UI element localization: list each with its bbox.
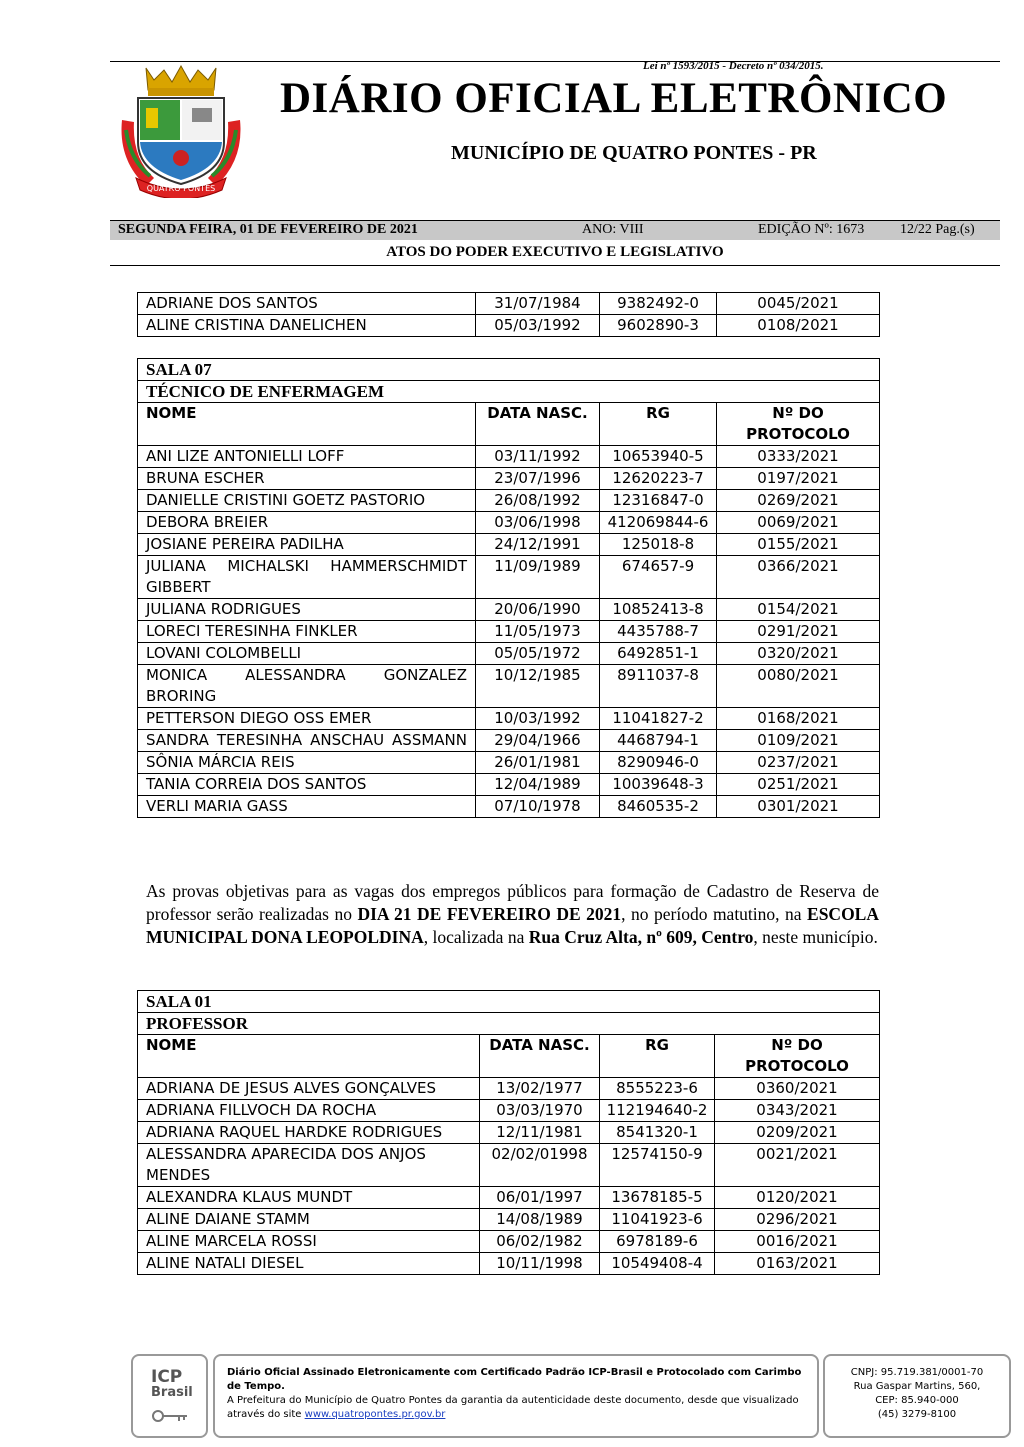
- cell-protocol: 0360/2021: [715, 1078, 880, 1100]
- cell-birth-date: 29/04/1966: [476, 730, 600, 752]
- cell-rg: 11041827-2: [600, 708, 717, 730]
- table-row: [138, 621, 880, 643]
- cell-protocol: 0269/2021: [717, 490, 880, 512]
- cell-birth-date: 20/06/1990: [476, 599, 600, 621]
- cell-name: ALESSANDRA APARECIDA DOS ANJOS MENDES: [138, 1144, 480, 1187]
- cell-birth-date: 13/02/1977: [480, 1078, 600, 1100]
- cell-protocol: 0021/2021: [715, 1144, 880, 1187]
- cell-rg: 11041923-6: [600, 1209, 715, 1231]
- table-row: [138, 1100, 880, 1122]
- cell-birth-date: 10/03/1992: [476, 708, 600, 730]
- room-label: SALA 01: [138, 991, 880, 1013]
- cell-protocol: 0251/2021: [717, 774, 880, 796]
- cell-protocol: 0333/2021: [717, 446, 880, 468]
- cell-protocol: 0320/2021: [717, 643, 880, 665]
- sala-01-table: [137, 990, 880, 1275]
- cell-birth-date: 06/02/1982: [480, 1231, 600, 1253]
- table-row: [138, 665, 880, 708]
- cell-protocol: 0291/2021: [717, 621, 880, 643]
- continuation-table: [137, 292, 880, 337]
- cell-name: BRUNA ESCHER: [138, 468, 476, 490]
- column-header-name: NOME: [138, 403, 476, 446]
- cell-rg: 125018-8: [600, 534, 717, 556]
- cell-protocol: 0366/2021: [717, 556, 880, 599]
- cell-protocol: 0296/2021: [715, 1209, 880, 1231]
- cell-protocol: 0237/2021: [717, 752, 880, 774]
- edition-year: ANO: VIII: [582, 222, 644, 237]
- cell-protocol: 0343/2021: [715, 1100, 880, 1122]
- cell-birth-date: 03/11/1992: [476, 446, 600, 468]
- address: Rua Gaspar Martins, 560,: [853, 1381, 981, 1392]
- cell-protocol: 0045/2021: [717, 293, 880, 315]
- phone: (45) 3279-8100: [877, 1409, 957, 1420]
- cell-birth-date: 24/12/1991: [476, 534, 600, 556]
- cell-rg: 8460535-2: [600, 796, 717, 818]
- cell-protocol: 0209/2021: [715, 1122, 880, 1144]
- cell-name: JULIANA RODRIGUES: [138, 599, 476, 621]
- column-header-rg: RG: [600, 403, 717, 446]
- cell-birth-date: 12/11/1981: [480, 1122, 600, 1144]
- room-label: SALA 07: [138, 359, 880, 381]
- cell-birth-date: 10/12/1985: [476, 665, 600, 708]
- table-row: [138, 446, 880, 468]
- coat-of-arms-icon: [116, 60, 246, 198]
- edition-date: SEGUNDA FEIRA, 01 DE FEVEREIRO DE 2021: [118, 222, 418, 237]
- cell-name: MONICA ALESSANDRA GONZALEZ BRORING: [138, 665, 476, 708]
- cell-rg: 8555223-6: [600, 1078, 715, 1100]
- table-row: [138, 796, 880, 818]
- cell-protocol: 0120/2021: [715, 1187, 880, 1209]
- cell-name: SANDRA TERESINHA ANSCHAU ASSMANN: [138, 730, 476, 752]
- table-row: [138, 708, 880, 730]
- cell-rg: 412069844-6: [600, 512, 717, 534]
- cell-birth-date: 02/02/01998: [480, 1144, 600, 1187]
- cell-name: ALINE DAIANE STAMM: [138, 1209, 480, 1231]
- cell-name: DANIELLE CRISTINI GOETZ PASTORIO: [138, 490, 476, 512]
- cell-protocol: 0163/2021: [715, 1253, 880, 1275]
- cell-rg: 12574150-9: [600, 1144, 715, 1187]
- cell-rg: 6492851-1: [600, 643, 717, 665]
- cell-name: ALINE NATALI DIESEL: [138, 1253, 480, 1275]
- job-title: PROFESSOR: [138, 1013, 880, 1035]
- certification-site-line: através do site www.quatropontes.pr.gov.br: [227, 1409, 446, 1420]
- cell-rg: 9602890-3: [600, 315, 717, 337]
- table-row: [138, 490, 880, 512]
- column-header-birth: DATA NASC.: [476, 403, 600, 446]
- footer: [131, 1354, 1011, 1438]
- cell-birth-date: 23/07/1996: [476, 468, 600, 490]
- cell-rg: 4468794-1: [600, 730, 717, 752]
- cell-name: ALEXANDRA KLAUS MUNDT: [138, 1187, 480, 1209]
- cell-birth-date: 07/10/1978: [476, 796, 600, 818]
- cell-name: ADRIANE DOS SANTOS: [138, 293, 476, 315]
- column-header-protocol: Nº DO PROTOCOLO: [715, 1035, 880, 1078]
- table-row: [138, 1144, 880, 1187]
- section-rule: [110, 265, 1000, 266]
- contact-box: [823, 1354, 1011, 1438]
- cell-rg: 6978189-6: [600, 1231, 715, 1253]
- cell-name: DEBORA BREIER: [138, 512, 476, 534]
- cell-protocol: 0301/2021: [717, 796, 880, 818]
- cell-birth-date: 11/05/1973: [476, 621, 600, 643]
- icp-brasil-icon: ICP Brasil: [151, 1367, 193, 1400]
- table-row: [138, 1209, 880, 1231]
- cell-birth-date: 06/01/1997: [480, 1187, 600, 1209]
- site-link[interactable]: www.quatropontes.pr.gov.br: [304, 1409, 446, 1420]
- key-icon: [151, 1408, 191, 1424]
- cell-name: SÔNIA MÁRCIA REIS: [138, 752, 476, 774]
- cell-protocol: 0155/2021: [717, 534, 880, 556]
- table-row: [138, 1231, 880, 1253]
- cell-protocol: 0108/2021: [717, 315, 880, 337]
- column-header-birth: DATA NASC.: [480, 1035, 600, 1078]
- cell-name: JOSIANE PEREIRA PADILHA: [138, 534, 476, 556]
- cell-birth-date: 03/03/1970: [480, 1100, 600, 1122]
- table-row: [138, 315, 880, 337]
- table-row: [138, 293, 880, 315]
- cell-rg: 12316847-0: [600, 490, 717, 512]
- section-title: ATOS DO PODER EXECUTIVO E LEGISLATIVO: [386, 244, 724, 260]
- cell-rg: 8290946-0: [600, 752, 717, 774]
- cell-name: ADRIANA FILLVOCH DA ROCHA: [138, 1100, 480, 1122]
- cell-name: TANIA CORREIA DOS SANTOS: [138, 774, 476, 796]
- cell-name: JULIANA MICHALSKI HAMMERSCHMIDT GIBBERT: [138, 556, 476, 599]
- cep: CEP: 85.940-000: [875, 1395, 959, 1406]
- cell-name: ADRIANA RAQUEL HARDKE RODRIGUES: [138, 1122, 480, 1144]
- cell-protocol: 0109/2021: [717, 730, 880, 752]
- icp-brasil-logo: [131, 1354, 208, 1438]
- cell-rg: 112194640-2: [600, 1100, 715, 1122]
- column-header-rg: RG: [600, 1035, 715, 1078]
- cell-birth-date: 26/08/1992: [476, 490, 600, 512]
- table-row: [138, 599, 880, 621]
- table-row: [138, 534, 880, 556]
- cell-rg: 9382492-0: [600, 293, 717, 315]
- column-header-protocol: Nº DO PROTOCOLO: [717, 403, 880, 446]
- table-row: [138, 774, 880, 796]
- cell-birth-date: 14/08/1989: [480, 1209, 600, 1231]
- cell-birth-date: 26/01/1981: [476, 752, 600, 774]
- municipality-subtitle: MUNICÍPIO DE QUATRO PONTES - PR: [451, 142, 817, 164]
- cell-protocol: 0154/2021: [717, 599, 880, 621]
- cell-protocol: 0069/2021: [717, 512, 880, 534]
- cell-name: PETTERSON DIEGO OSS EMER: [138, 708, 476, 730]
- cell-rg: 10852413-8: [600, 599, 717, 621]
- certification-title: Diário Oficial Assinado Eletronicamente com Certificado Padrão ICP-Brasil e Protocolado com Carimbo de Tempo.: [227, 1367, 802, 1392]
- exam-notice-paragraph: As provas objetivas para as vagas dos empregos públicos para formação de Cadastro de Reserva de professor serão realizadas no DIA 21 DE FEVEREIRO DE 2021, no período matutino, na ESCOLA MUNICIPAL DONA LEOPOLDINA, localizada na Rua Cruz Alta, nº 609, Centro, neste município.: [146, 881, 879, 947]
- edition-number: EDIÇÃO Nº: 1673: [758, 222, 865, 237]
- cell-name: ANI LIZE ANTONIELLI LOFF: [138, 446, 476, 468]
- cell-birth-date: 05/05/1972: [476, 643, 600, 665]
- cell-rg: 8541320-1: [600, 1122, 715, 1144]
- cell-name: ADRIANA DE JESUS ALVES GONÇALVES: [138, 1078, 480, 1100]
- table-row: [138, 1078, 880, 1100]
- cell-rg: 10039648-3: [600, 774, 717, 796]
- cell-birth-date: 10/11/1998: [480, 1253, 600, 1275]
- table-row: [138, 556, 880, 599]
- job-title: TÉCNICO DE ENFERMAGEM: [138, 381, 880, 403]
- cell-name: VERLI MARIA GASS: [138, 796, 476, 818]
- cell-name: LORECI TERESINHA FINKLER: [138, 621, 476, 643]
- certification-text: A Prefeitura do Município de Quatro Pontes da garantia da autenticidade deste documento, desde que visualizado: [227, 1395, 799, 1406]
- table-row: [138, 752, 880, 774]
- cell-rg: 13678185-5: [600, 1187, 715, 1209]
- cnpj: CNPJ: 95.719.381/0001-70: [850, 1367, 984, 1378]
- column-header-row: [138, 1035, 880, 1078]
- cell-protocol: 0197/2021: [717, 468, 880, 490]
- table-row: [138, 730, 880, 752]
- certification-notice: [213, 1354, 819, 1438]
- table-row: [138, 512, 880, 534]
- cell-name: ALINE CRISTINA DANELICHEN: [138, 315, 476, 337]
- cell-birth-date: 31/07/1984: [476, 293, 600, 315]
- cell-birth-date: 12/04/1989: [476, 774, 600, 796]
- cell-birth-date: 11/09/1989: [476, 556, 600, 599]
- column-header-row: [138, 403, 880, 446]
- table-row: [138, 1187, 880, 1209]
- svg-text:QUATRO PONTES: QUATRO PONTES: [146, 184, 216, 193]
- table-row: [138, 1122, 880, 1144]
- cell-name: ALINE MARCELA ROSSI: [138, 1231, 480, 1253]
- cell-protocol: 0080/2021: [717, 665, 880, 708]
- cell-protocol: 0016/2021: [715, 1231, 880, 1253]
- cell-rg: 4435788-7: [600, 621, 717, 643]
- cell-rg: 674657-9: [600, 556, 717, 599]
- cell-birth-date: 05/03/1992: [476, 315, 600, 337]
- column-header-name: NOME: [138, 1035, 480, 1078]
- cell-rg: 10549408-4: [600, 1253, 715, 1275]
- table-row: [138, 643, 880, 665]
- table-row: [138, 1253, 880, 1275]
- table-row: [138, 468, 880, 490]
- law-reference: Lei nº 1593/2015 - Decreto nº 034/2015.: [643, 60, 824, 72]
- cell-protocol: 0168/2021: [717, 708, 880, 730]
- sala-07-table: [137, 358, 880, 818]
- cell-rg: 10653940-5: [600, 446, 717, 468]
- page-count: 12/22 Pag.(s): [900, 222, 975, 237]
- cell-rg: 12620223-7: [600, 468, 717, 490]
- edition-info-bar: [110, 220, 1000, 240]
- cell-birth-date: 03/06/1998: [476, 512, 600, 534]
- page-title: DIÁRIO OFICIAL ELETRÔNICO: [280, 75, 948, 122]
- cell-name: LOVANI COLOMBELLI: [138, 643, 476, 665]
- cell-rg: 8911037-8: [600, 665, 717, 708]
